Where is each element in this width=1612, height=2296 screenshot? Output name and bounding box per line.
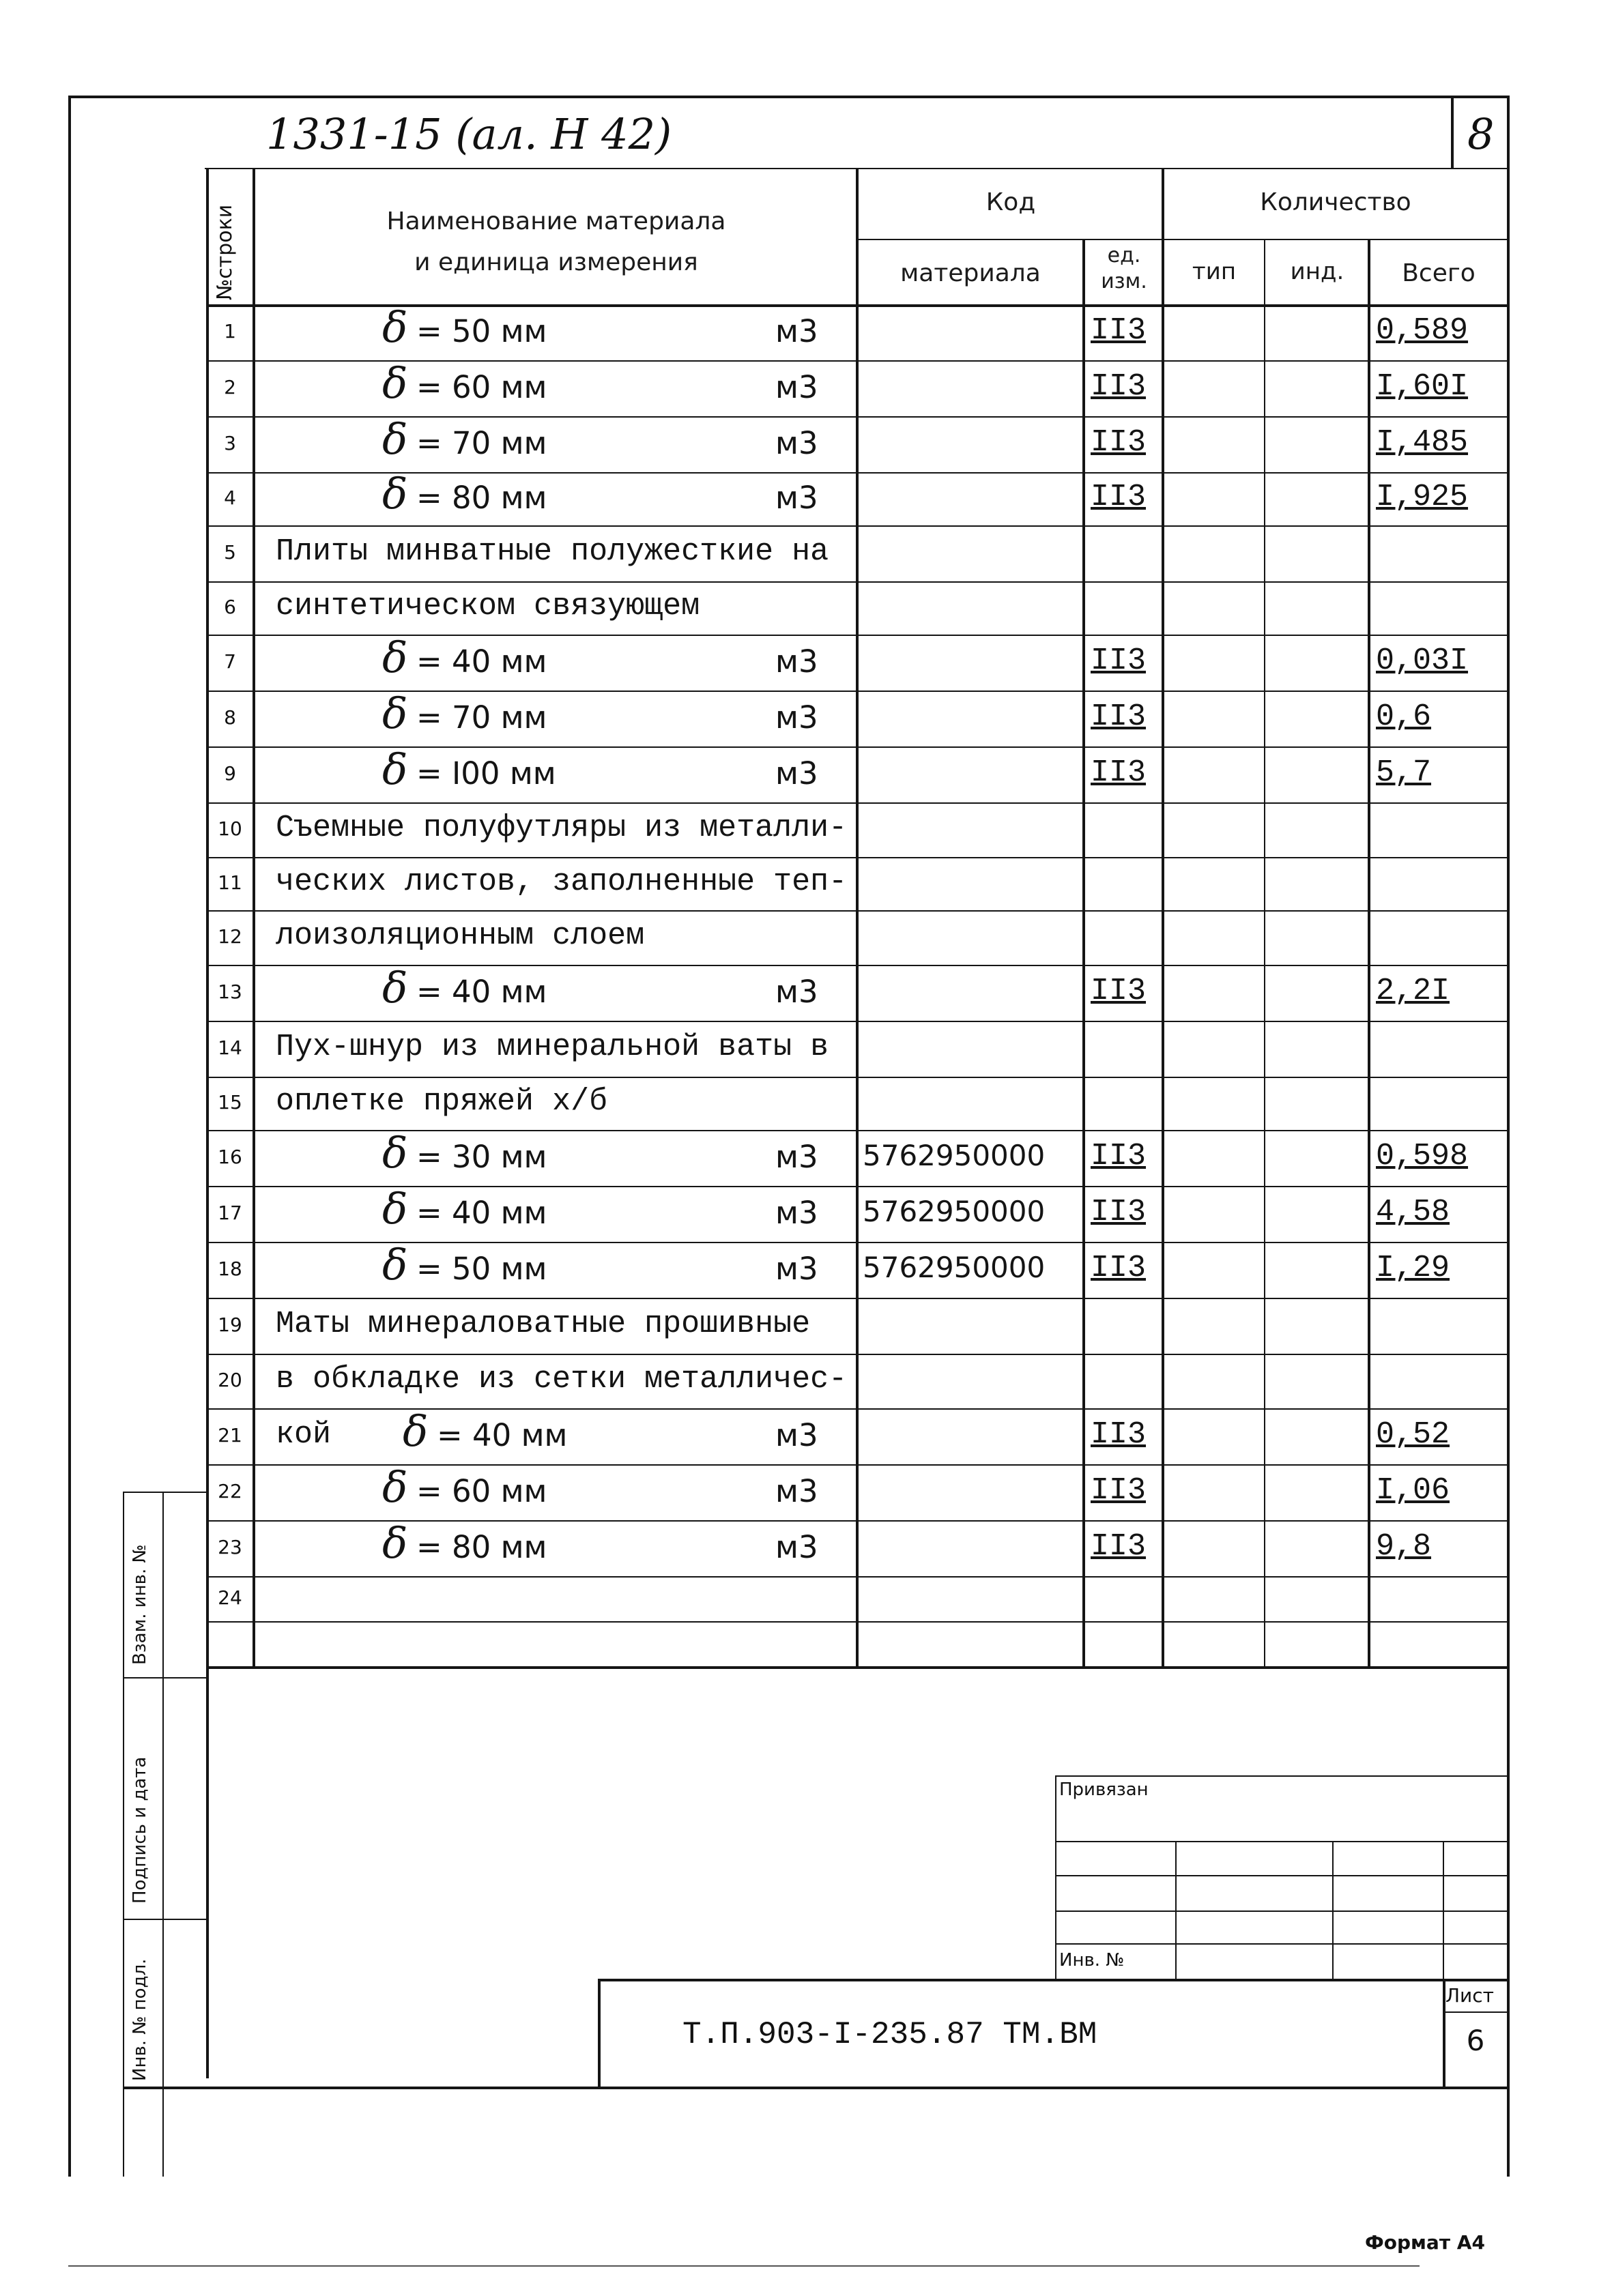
row-line bbox=[206, 802, 1508, 804]
unit-code: II3 bbox=[1091, 425, 1147, 460]
header-ind: инд. bbox=[1290, 258, 1344, 285]
thickness-symbol: δ bbox=[382, 1184, 408, 1234]
material-name: кой bbox=[276, 1417, 332, 1452]
frame-left bbox=[68, 96, 71, 2177]
thickness-value: = 50 мм bbox=[416, 1251, 547, 1287]
unit: м3 bbox=[775, 1417, 818, 1453]
total: 0,598 bbox=[1376, 1139, 1469, 1174]
stamp-col-3 bbox=[1443, 1841, 1444, 1980]
thickness-value: = 80 мм bbox=[416, 480, 547, 516]
thickness-value: = 70 мм bbox=[416, 425, 547, 461]
unit: м3 bbox=[775, 643, 818, 680]
unit-code: II3 bbox=[1091, 313, 1147, 348]
col-line-name bbox=[253, 168, 255, 1669]
stamp-col-2 bbox=[1332, 1841, 1334, 1980]
side-inv-podl: Инв. № подл. bbox=[130, 1958, 150, 2081]
row-number: 11 bbox=[218, 871, 242, 894]
col-line-code bbox=[856, 168, 859, 1669]
side-strip-line2 bbox=[123, 1919, 207, 1920]
unit-code: II3 bbox=[1091, 480, 1147, 514]
total: 0,52 bbox=[1376, 1417, 1450, 1452]
thickness-symbol: δ bbox=[382, 1128, 408, 1178]
row-number: 7 bbox=[224, 650, 236, 673]
unit-code: II3 bbox=[1091, 369, 1147, 404]
row-number: 16 bbox=[218, 1146, 242, 1168]
stamp-left bbox=[1055, 1775, 1056, 1980]
row-line bbox=[206, 1354, 1508, 1355]
unit-code: II3 bbox=[1091, 1251, 1147, 1285]
material-code: 5762950000 bbox=[863, 1251, 1046, 1284]
thickness-value: = 40 мм bbox=[416, 643, 547, 680]
stamp-line-2 bbox=[1055, 1875, 1508, 1876]
unit-code: II3 bbox=[1091, 755, 1147, 790]
total: 5,7 bbox=[1376, 755, 1432, 790]
total: I,29 bbox=[1376, 1251, 1450, 1285]
frame-top bbox=[68, 96, 1508, 98]
unit-code: II3 bbox=[1091, 974, 1147, 1008]
unit: м3 bbox=[775, 699, 818, 736]
stamp-line-4 bbox=[1055, 1943, 1508, 1945]
stamp-line-3 bbox=[1055, 1910, 1508, 1912]
row-number: 6 bbox=[224, 596, 236, 618]
total: 0,589 bbox=[1376, 313, 1469, 348]
doc-box-left bbox=[598, 1979, 601, 2088]
material-name: лоизоляционным слоем bbox=[276, 918, 645, 953]
thickness-value: = 80 мм bbox=[416, 1529, 547, 1565]
page-number: 8 bbox=[1467, 109, 1495, 159]
col-line-type bbox=[1264, 239, 1265, 1669]
row-number: 17 bbox=[218, 1202, 242, 1224]
total: I,60I bbox=[1376, 369, 1469, 404]
thickness-symbol: δ bbox=[382, 414, 408, 464]
table-left-border bbox=[206, 168, 209, 2078]
row-number: 15 bbox=[218, 1091, 242, 1114]
header-unit-code: ед. изм. bbox=[1101, 244, 1147, 293]
row-number: 22 bbox=[218, 1480, 242, 1502]
total: I,06 bbox=[1376, 1473, 1450, 1508]
thickness-symbol: δ bbox=[382, 302, 408, 352]
row-number: 13 bbox=[218, 980, 242, 1003]
header-name-line1: Наименование материала bbox=[386, 207, 726, 235]
thickness-value: = 40 мм bbox=[416, 974, 547, 1010]
header-name-line2: и единица измерения bbox=[414, 248, 698, 276]
stamp-top bbox=[1055, 1775, 1508, 1777]
thickness-value: = 50 мм bbox=[416, 313, 547, 349]
stamp-col-1 bbox=[1175, 1841, 1177, 1980]
row-number: 24 bbox=[218, 1586, 242, 1609]
header-code: Код bbox=[985, 188, 1036, 216]
total: I,925 bbox=[1376, 480, 1469, 514]
row-number: 21 bbox=[218, 1424, 242, 1447]
row-number: 5 bbox=[224, 541, 236, 564]
thickness-value: = 60 мм bbox=[416, 1473, 547, 1509]
unit: м3 bbox=[775, 1529, 818, 1565]
material-code: 5762950000 bbox=[863, 1195, 1046, 1228]
side-vzam-inv: Взам. инв. № bbox=[130, 1544, 150, 1665]
material-name: оплетке пряжей х/б bbox=[276, 1084, 608, 1119]
total: I,485 bbox=[1376, 425, 1469, 460]
stamp-sheet-label: Лист bbox=[1445, 1984, 1494, 2007]
row-number: 10 bbox=[218, 817, 242, 840]
material-name: Маты минераловатные прошивные bbox=[276, 1307, 811, 1341]
unit: м3 bbox=[775, 1251, 818, 1287]
thickness-symbol: δ bbox=[382, 1518, 408, 1568]
row-number: 20 bbox=[218, 1369, 242, 1391]
material-name: Съемные полуфутляры из металли- bbox=[276, 811, 848, 845]
row-number: 18 bbox=[218, 1258, 242, 1280]
stamp-sheet-number: 6 bbox=[1466, 2024, 1485, 2057]
row-line bbox=[206, 525, 1508, 527]
stamp-inv: Инв. № bbox=[1059, 1950, 1125, 1971]
unit-code: II3 bbox=[1091, 1529, 1147, 1564]
row-line bbox=[206, 1077, 1508, 1078]
unit: м3 bbox=[775, 1195, 818, 1231]
unit-code: II3 bbox=[1091, 699, 1147, 734]
table-bottom-line bbox=[206, 1666, 1508, 1669]
thickness-symbol: δ bbox=[382, 633, 408, 682]
row-line bbox=[206, 1576, 1508, 1578]
material-name: ческих листов, заполненные теп- bbox=[276, 864, 848, 899]
side-podpis-data: Подпись и дата bbox=[130, 1756, 150, 1904]
col-line-unitcode bbox=[1082, 239, 1085, 1669]
thickness-value: = 60 мм bbox=[416, 369, 547, 405]
unit-code: II3 bbox=[1091, 1473, 1147, 1508]
row-number: 9 bbox=[224, 762, 236, 785]
header-type: тип bbox=[1192, 258, 1237, 285]
row-number: 2 bbox=[224, 376, 236, 398]
row-number: 1 bbox=[224, 320, 236, 343]
thickness-symbol: δ bbox=[382, 469, 408, 519]
col-line-total bbox=[1368, 239, 1370, 1669]
unit: м3 bbox=[775, 755, 818, 791]
stamp-doc-code: Т.П.903-I-235.87 ТМ.ВМ bbox=[682, 2017, 1097, 2052]
row-line bbox=[206, 1021, 1508, 1022]
row-number: 8 bbox=[224, 706, 236, 729]
table-right-border bbox=[1507, 168, 1510, 1669]
material-name: Плиты минватные полужесткие на bbox=[276, 534, 829, 569]
page-number-divider bbox=[1451, 96, 1454, 168]
side-strip-top bbox=[123, 1492, 207, 1493]
doc-box-sheet-line bbox=[1443, 2011, 1508, 2013]
row-line bbox=[206, 857, 1508, 858]
thickness-value: = I00 мм bbox=[416, 755, 556, 791]
side-strip-mid bbox=[162, 1492, 164, 2177]
thickness-symbol: δ bbox=[382, 1240, 408, 1290]
stamp-privyazan: Привязан bbox=[1059, 1779, 1149, 1800]
frame-bottom-dash bbox=[68, 2265, 1420, 2267]
stamp-line-1 bbox=[1055, 1841, 1508, 1842]
row-number: 3 bbox=[224, 432, 236, 454]
unit: м3 bbox=[775, 480, 818, 516]
unit: м3 bbox=[775, 369, 818, 405]
unit-code: II3 bbox=[1091, 1139, 1147, 1174]
unit: м3 bbox=[775, 313, 818, 349]
unit-code: II3 bbox=[1091, 1195, 1147, 1230]
total: 9,8 bbox=[1376, 1529, 1432, 1564]
doc-box-top bbox=[598, 1979, 1508, 1981]
total: 4,58 bbox=[1376, 1195, 1450, 1230]
material-code: 5762950000 bbox=[863, 1139, 1046, 1172]
unit-code: II3 bbox=[1091, 1417, 1147, 1452]
header-mid-line bbox=[856, 239, 1508, 240]
header-row-no: №строки bbox=[213, 204, 237, 300]
row-number: 12 bbox=[218, 925, 242, 948]
thickness-value: = 40 мм bbox=[416, 1195, 547, 1231]
thickness-symbol: δ bbox=[382, 963, 408, 1013]
row-line bbox=[206, 1408, 1508, 1410]
thickness-symbol: δ bbox=[403, 1406, 429, 1456]
side-strip-line1 bbox=[123, 1677, 207, 1679]
total: 0,6 bbox=[1376, 699, 1432, 734]
unit-code: II3 bbox=[1091, 643, 1147, 678]
unit: м3 bbox=[775, 1139, 818, 1175]
thickness-symbol: δ bbox=[382, 358, 408, 408]
row-number: 19 bbox=[218, 1313, 242, 1336]
thickness-symbol: δ bbox=[382, 744, 408, 794]
col-line-qty bbox=[1162, 168, 1164, 1669]
material-name: в обкладке из сетки металличес- bbox=[276, 1362, 848, 1397]
doc-ref: 1331-15 (ал. Н 42) bbox=[266, 109, 672, 159]
total: 2,2I bbox=[1376, 974, 1450, 1008]
unit: м3 bbox=[775, 1473, 818, 1509]
header-qty: Количество bbox=[1260, 188, 1411, 216]
thickness-value: = 30 мм bbox=[416, 1139, 547, 1175]
header-total: Всего bbox=[1402, 259, 1476, 287]
format-label: Формат А4 bbox=[1365, 2231, 1485, 2254]
thickness-symbol: δ bbox=[382, 1462, 408, 1512]
row-line bbox=[206, 1298, 1508, 1299]
row-line bbox=[206, 581, 1508, 583]
unit: м3 bbox=[775, 974, 818, 1010]
row-number: 14 bbox=[218, 1036, 242, 1059]
thickness-value: = 70 мм bbox=[416, 699, 547, 736]
row-line bbox=[206, 910, 1508, 912]
thickness-symbol: δ bbox=[382, 688, 408, 738]
row-line bbox=[206, 1621, 1508, 1623]
total: 0,03I bbox=[1376, 643, 1469, 678]
thickness-value: = 40 мм bbox=[437, 1417, 568, 1453]
row-number: 23 bbox=[218, 1536, 242, 1558]
row-number: 4 bbox=[224, 486, 236, 509]
material-name: Пух-шнур из минеральной ваты в bbox=[276, 1030, 829, 1064]
side-strip-left bbox=[123, 1492, 124, 2177]
doc-box-bottom bbox=[123, 2087, 1508, 2089]
header-material: материала bbox=[900, 259, 1041, 287]
unit: м3 bbox=[775, 425, 818, 461]
material-name: синтетическом связующем bbox=[276, 589, 700, 624]
